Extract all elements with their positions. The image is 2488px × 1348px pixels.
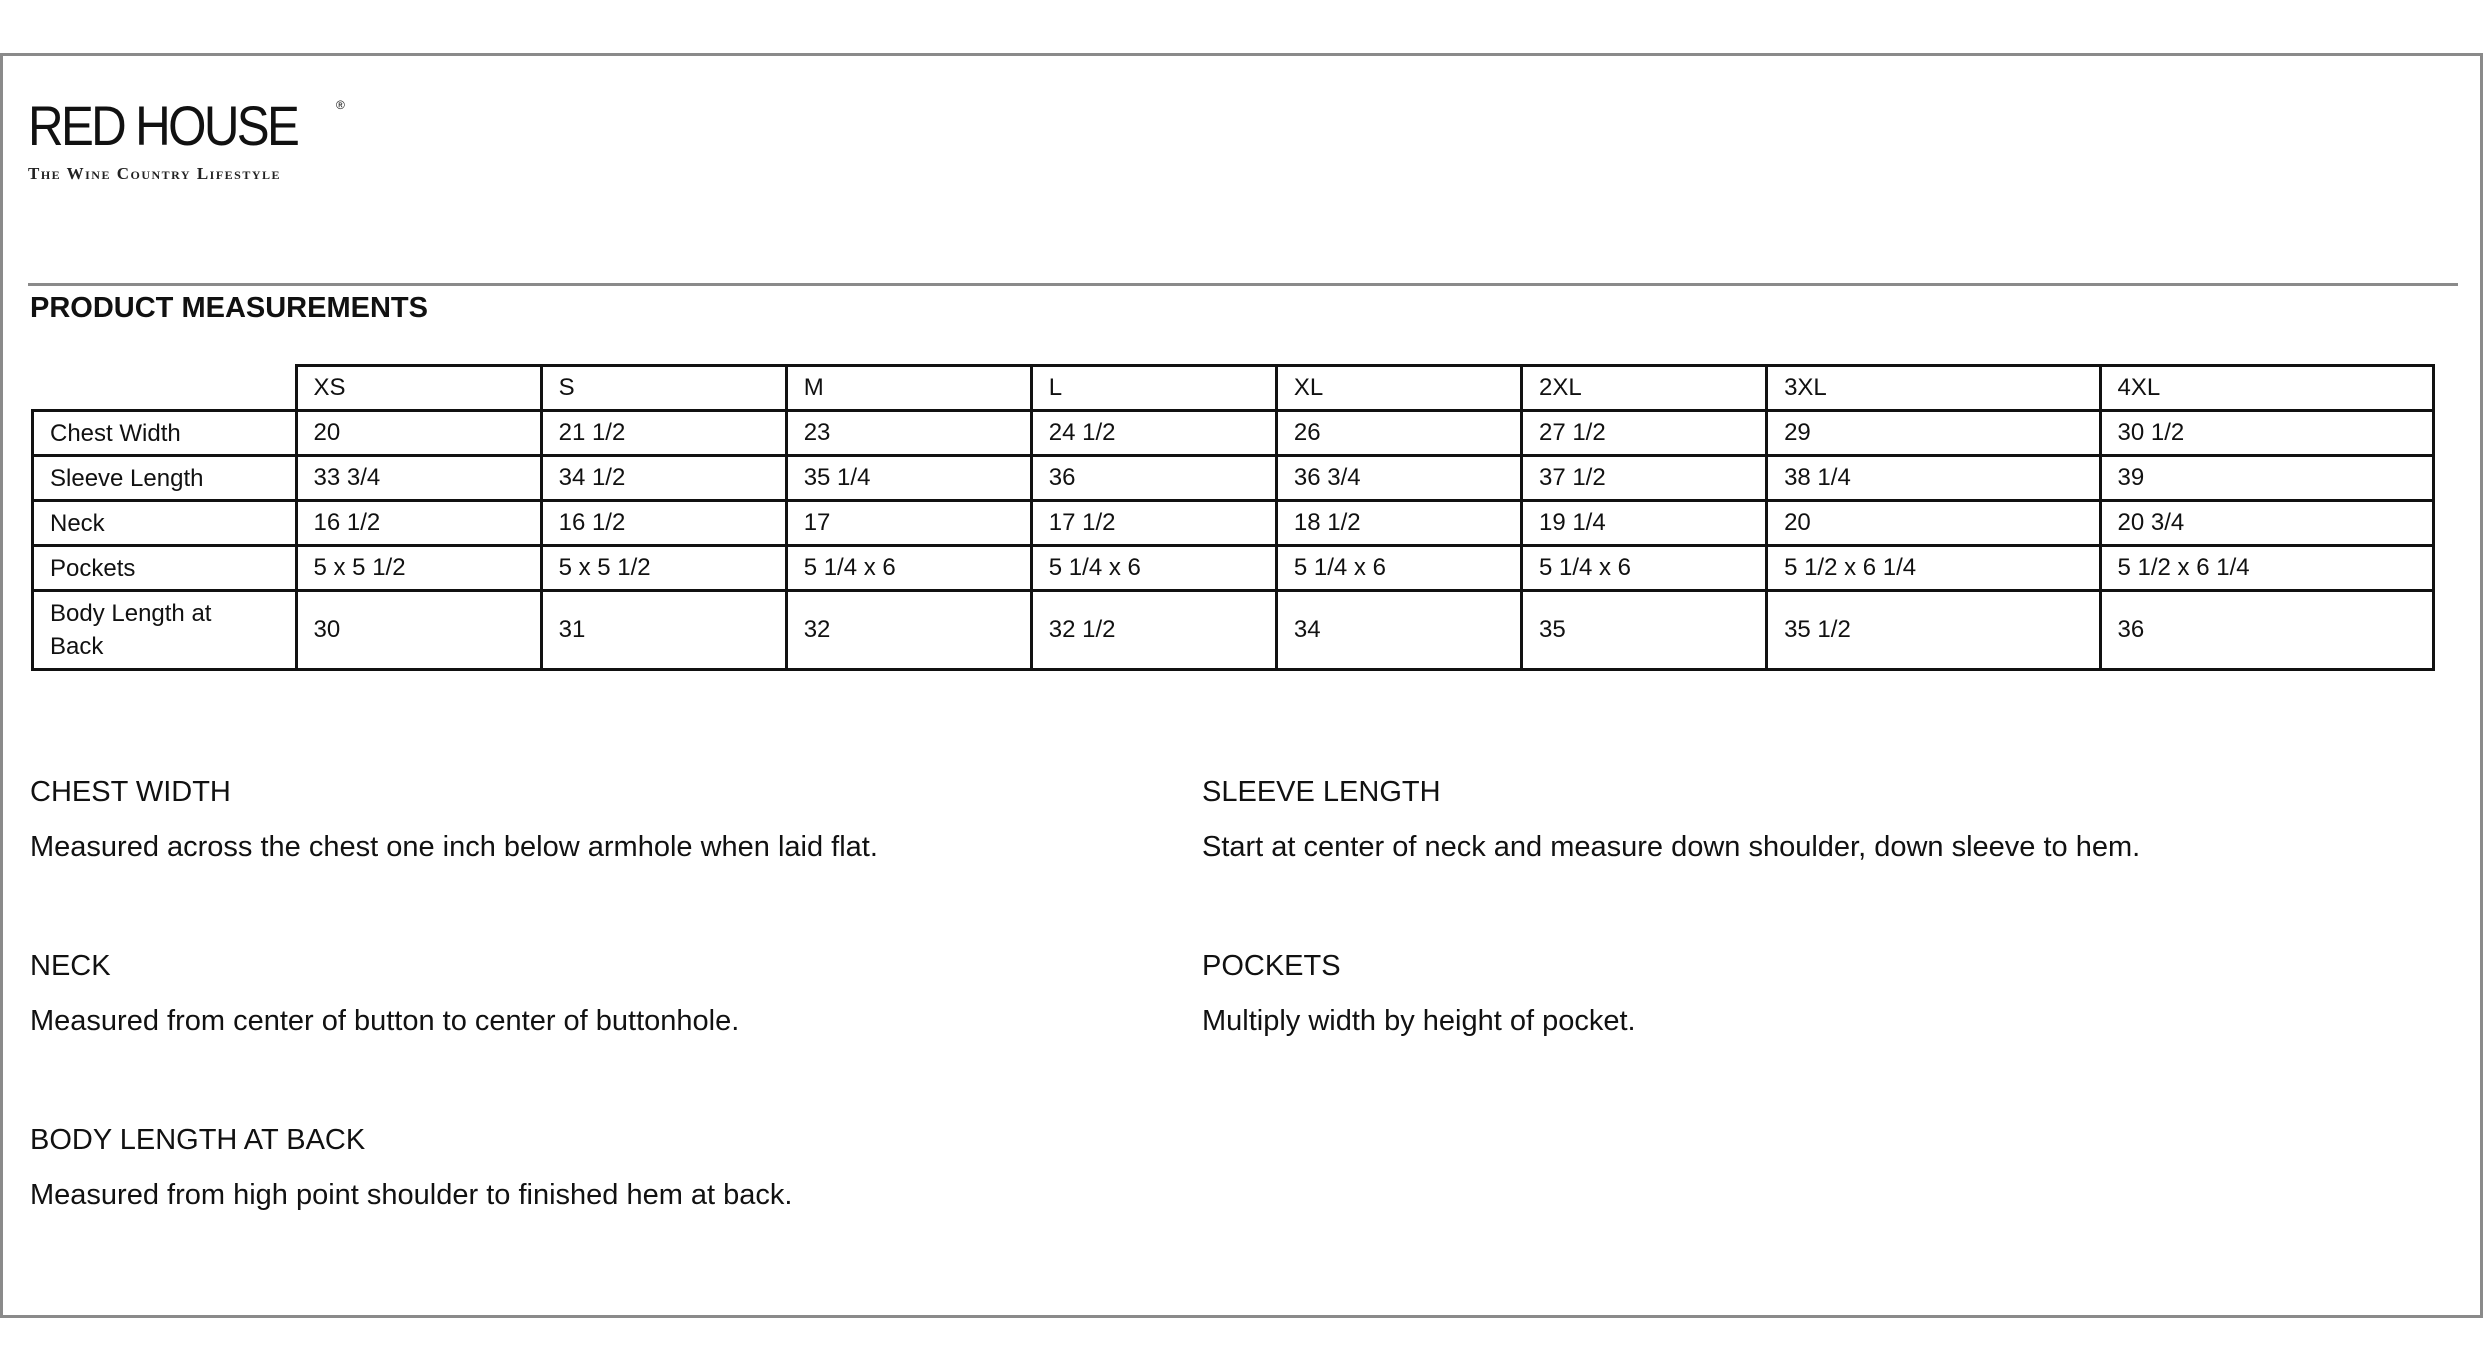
corner-cell: [33, 366, 297, 411]
table-cell: 38 1/4: [1767, 456, 2100, 501]
note-title: BODY LENGTH AT BACK: [30, 1124, 366, 1156]
table-cell: 5 1/4 x 6: [786, 546, 1031, 591]
table-cell: 32 1/2: [1031, 591, 1276, 670]
note-sleeve-length: [1202, 776, 2140, 864]
table-cell: 5 x 5 1/2: [296, 546, 541, 591]
table-cell: 32: [786, 591, 1031, 670]
table-cell: 5 1/2 x 6 1/4: [1767, 546, 2100, 591]
size-header: 3XL: [1767, 366, 2100, 411]
note-text: Measured from high point shoulder to finished hem at back.: [30, 1179, 793, 1211]
row-label: Neck: [33, 501, 297, 546]
table-cell: 36 3/4: [1276, 456, 1521, 501]
size-header: M: [786, 366, 1031, 411]
size-header: XS: [296, 366, 541, 411]
table-cell: 34 1/2: [541, 456, 786, 501]
note-text: Start at center of neck and measure down shoulder, down sleeve to hem.: [1202, 831, 2141, 863]
note-neck: [30, 950, 739, 1038]
table-row: [33, 501, 2434, 546]
table-cell: 5 1/4 x 6: [1521, 546, 1766, 591]
note-body-length: [30, 1124, 792, 1212]
note-title: POCKETS: [1202, 950, 1341, 982]
size-header: 4XL: [2100, 366, 2434, 411]
row-label: Pockets: [33, 546, 297, 591]
table-cell: 5 1/4 x 6: [1276, 546, 1521, 591]
table-cell: 19 1/4: [1521, 501, 1766, 546]
table-cell: 17 1/2: [1031, 501, 1276, 546]
logo-tagline: The Wine Country Lifestyle: [28, 164, 282, 183]
size-header-row: [33, 366, 2434, 411]
measurements-table: [31, 364, 2435, 671]
table-cell: 5 1/2 x 6 1/4: [2100, 546, 2434, 591]
row-label: Chest Width: [33, 411, 297, 456]
note-title: NECK: [30, 950, 111, 982]
table-cell: 34: [1276, 591, 1521, 670]
table-cell: 16 1/2: [296, 501, 541, 546]
note-text: Measured from center of button to center of buttonhole.: [30, 1005, 740, 1037]
table-row: [33, 411, 2434, 456]
logo-registered-mark: ®: [335, 98, 345, 112]
table-cell: 18 1/2: [1276, 501, 1521, 546]
section-title: PRODUCT MEASUREMENTS: [30, 292, 428, 324]
header-divider: [28, 283, 2458, 286]
brand-logo: [28, 94, 345, 184]
table-cell: 23: [786, 411, 1031, 456]
table-cell: 24 1/2: [1031, 411, 1276, 456]
note-pockets: [1202, 950, 1636, 1038]
table-cell: 17: [786, 501, 1031, 546]
table-cell: 35 1/4: [786, 456, 1031, 501]
size-header: S: [541, 366, 786, 411]
row-label: Sleeve Length: [33, 456, 297, 501]
note-title: CHEST WIDTH: [30, 776, 231, 808]
logo-wordmark: RED HOUSE: [28, 94, 298, 157]
table-cell: 30: [296, 591, 541, 670]
table-cell: 20 3/4: [2100, 501, 2434, 546]
table-cell: 16 1/2: [541, 501, 786, 546]
table-cell: 39: [2100, 456, 2434, 501]
table-cell: 20: [296, 411, 541, 456]
size-header: L: [1031, 366, 1276, 411]
table-cell: 21 1/2: [541, 411, 786, 456]
table-cell: 29: [1767, 411, 2100, 456]
note-text: Multiply width by height of pocket.: [1202, 1005, 1636, 1037]
table-cell: 36: [2100, 591, 2434, 670]
size-header: XL: [1276, 366, 1521, 411]
note-title: SLEEVE LENGTH: [1202, 776, 1441, 808]
table-cell: 5 x 5 1/2: [541, 546, 786, 591]
table-cell: 35: [1521, 591, 1766, 670]
table-cell: 36: [1031, 456, 1276, 501]
table-cell: 30 1/2: [2100, 411, 2434, 456]
table-cell: 20: [1767, 501, 2100, 546]
table-row: [33, 456, 2434, 501]
table-cell: 35 1/2: [1767, 591, 2100, 670]
note-text: Measured across the chest one inch below armhole when laid flat.: [30, 831, 878, 863]
table-cell: 33 3/4: [296, 456, 541, 501]
table-cell: 31: [541, 591, 786, 670]
row-label: Body Length at Back: [33, 591, 297, 670]
table-cell: 5 1/4 x 6: [1031, 546, 1276, 591]
table-cell: 27 1/2: [1521, 411, 1766, 456]
note-chest-width: [30, 776, 878, 864]
table-row: [33, 591, 2434, 670]
table-cell: 37 1/2: [1521, 456, 1766, 501]
table-cell: 26: [1276, 411, 1521, 456]
size-header: 2XL: [1521, 366, 1766, 411]
table-row: [33, 546, 2434, 591]
